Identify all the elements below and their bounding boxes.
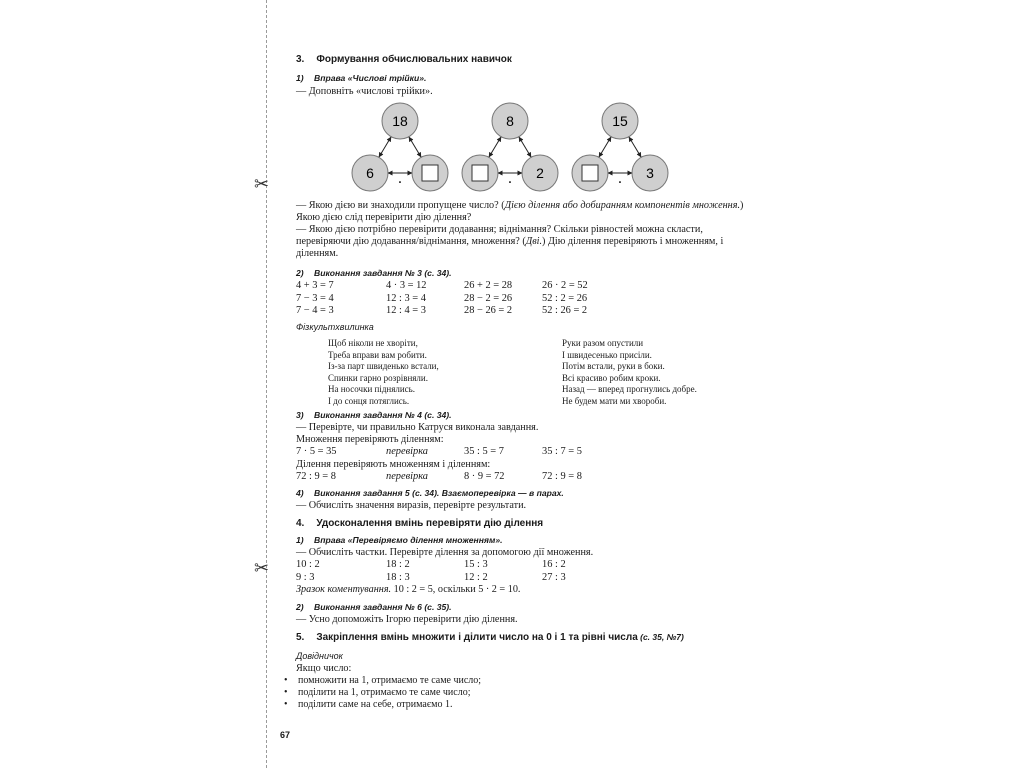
equation-row: 7 − 4 = 3 12 : 4 = 3 28 − 26 = 2 52 : 26 = 2 bbox=[296, 305, 588, 316]
number-triangle bbox=[462, 103, 558, 191]
instruction: — Обчисліть значення виразів, перевірте результати. bbox=[296, 500, 527, 511]
sample-label: Зразок коментування. bbox=[296, 584, 392, 595]
section-heading: 3. Формування обчислювальних навичок bbox=[296, 54, 512, 65]
page-number: 67 bbox=[280, 730, 291, 740]
operation-sign: · bbox=[617, 175, 623, 191]
triangle-top-number: 15 bbox=[612, 113, 628, 129]
equation-row: 7 − 3 = 4 12 : 3 = 4 28 − 2 = 26 52 : 2 = 26 bbox=[296, 292, 588, 304]
scissors-icon: ✂ bbox=[254, 174, 270, 195]
instruction: — Усно допоможіть Ігорю перевірити дію ділення. bbox=[296, 614, 518, 625]
section-heading: 4. Удосконалення вмінь перевіряти дію ділення bbox=[296, 518, 544, 529]
triangle-top-number: 8 bbox=[506, 113, 514, 129]
subsection-heading: 2) Виконання завдання № 3 (с. 34). bbox=[296, 268, 452, 278]
fizkult-heading: Фізкультхвилинка bbox=[296, 322, 374, 332]
section-heading: 5. Закріплення вмінь множити і ділити число на 0 і 1 та рівні числа (с. 35, №7) bbox=[296, 632, 684, 643]
task3-equations bbox=[296, 280, 622, 318]
poem bbox=[296, 338, 697, 408]
subsection-heading: 4) Виконання завдання 5 (с. 34). Взаємоперевірка — в парах. bbox=[296, 488, 564, 498]
poem-left-column: Щоб ніколи не хворіти, Треба вправи вам робити. Із-за парт швиденько встали, Спинки гарно розрівняли. На носочки піднялись. І до сонця потяглись. bbox=[328, 338, 439, 406]
number-triangle bbox=[352, 103, 448, 191]
answer-box bbox=[582, 165, 598, 181]
list-item: • поділити саме на себе, отримаємо 1. bbox=[284, 699, 453, 710]
question-paragraph: — Якою дією ви знаходили пропущене число? (Дією ділення або добиранням компонентів множення.) Якою дією слід перевірити дію ділення? bbox=[296, 200, 744, 223]
cut-line bbox=[266, 0, 267, 768]
list-item: • поділити на 1, отримаємо те саме число; bbox=[284, 687, 471, 698]
division-block: — Обчисліть частки. Перевірте ділення за допомогою дії множення. 10 : 2 18 : 2 15 : 3 16 : 2 9 : 3 18 : 3 12 : 2 27 : 3 Зразок коментування. 10 : 2 = 5, оскільки 5 · 2 = 10. bbox=[296, 547, 594, 595]
answer-box bbox=[472, 165, 488, 181]
triangle-right-number: 2 bbox=[536, 165, 544, 181]
operation-sign: · bbox=[507, 175, 513, 191]
task4-block: — Перевірте, чи правильно Катруся виконала завдання. Множення перевіряють діленням: 7 · 5 = 35 перевірка 35 : 5 = 7 35 : 7 = 5 Ділення перевіряють множенням і діленням: 72 : 9 = 8 перевірка 8 · 9 = 72 72 : 9 = 8 bbox=[296, 422, 582, 482]
dovidnychok-heading: Довідничок bbox=[296, 651, 343, 661]
number-triangles bbox=[346, 100, 676, 192]
scissors-icon: ✂ bbox=[254, 558, 270, 579]
subsection-heading: 3) Виконання завдання № 4 (с. 34). bbox=[296, 410, 452, 420]
subsection-heading: 1) Вправа «Перевіряємо ділення множенням». bbox=[296, 535, 503, 545]
triangle-top-number: 18 bbox=[392, 113, 408, 129]
answer-box bbox=[422, 165, 438, 181]
number-triangle bbox=[572, 103, 668, 191]
list-item: • помножити на 1, отримаємо те саме число; bbox=[284, 675, 482, 686]
subsection-heading: 1) Вправа «Числові трійки». bbox=[296, 73, 427, 83]
triangle-left-number: 6 bbox=[366, 165, 374, 181]
equation-row: 4 + 3 = 7 4 · 3 = 12 26 + 2 = 28 26 · 2 = 52 bbox=[296, 280, 588, 291]
rule-list: Якщо число: • помножити на 1, отримаємо те саме число; • поділити на 1, отримаємо те саме число; • поділити саме на себе, отримаємо 1. bbox=[284, 663, 482, 710]
operation-sign: · bbox=[397, 175, 403, 191]
question-paragraph: — Якою дією потрібно перевірити додавання; віднімання? Скільки рівностей можна скласти, перевіряючи дію додавання/віднімання, множення? (Дві.) Дію ділення перевіряють і множенням, і діленням. bbox=[296, 224, 724, 259]
subsection-heading: 2) Виконання завдання № 6 (с. 35). bbox=[296, 602, 452, 612]
poem-right-column: Руки разом опустили І швидесенько присіли. Потім встали, руки в боки. Всі красиво робим кроки. Назад — вперед прогнулись добре. Не будем мати ми хвороби. bbox=[562, 338, 697, 406]
triangle-right-number: 3 bbox=[646, 165, 654, 181]
instruction: — Доповніть «числові трійки». bbox=[296, 86, 433, 97]
